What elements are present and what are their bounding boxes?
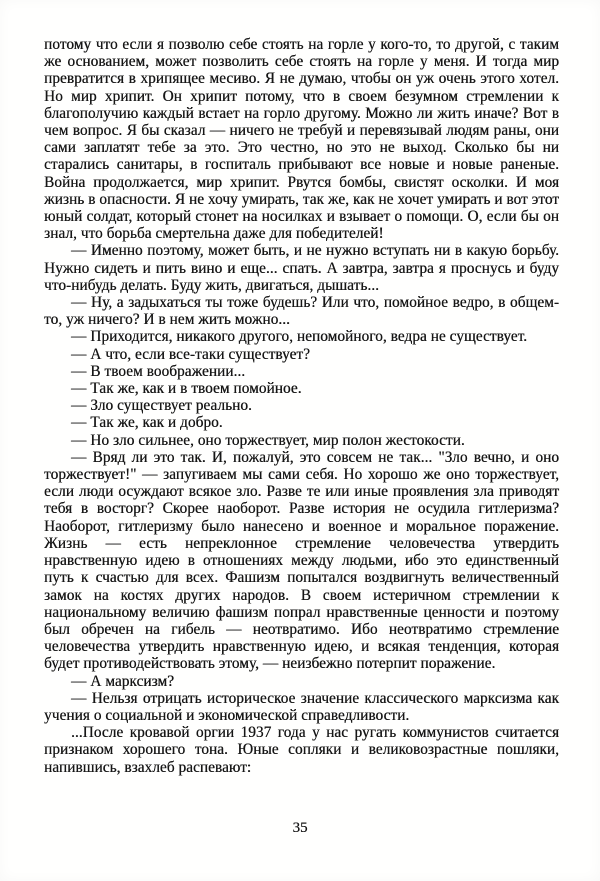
- paragraph: — А что, если все-таки существует?: [71, 345, 310, 363]
- page-number: 35: [292, 820, 308, 836]
- paragraph: — Так же, как и добро.: [71, 414, 223, 432]
- paragraph: — Нельзя отрицать историческое значение классического марксизма как учения о социальной и экономической справедливости.: [44, 689, 559, 724]
- paragraph: потому что если я позволю себе стоять на горле у кого-то, то другой, с таким же основанием, может позволить себе стоять на горле у меня. И тогда мир превратится в хрипящее месиво. Я не думаю, чтобы он уж очень этого хотел. Но мир хрипит. Он хрипит потому, что в своем безумном стремлении к благополучию каждый встает на горло другому. Можно ли жить иначе? Вот в чем вопрос. Я бы сказал — ничего не требуй и перевязывай людям раны, они сами заплатят тебе за это. Это честно, но это не выход. Сколько бы ни старались санитары, в госпиталь прибывают все новые и новые раненые. Война продолжается, мир хрипит. Рвутся бомбы, свистят осколки. И моя жизнь в опасности. Я не хочу умирать, так же, как не хочет умирать и вот этот юный солдат, который стонет на носилках и взывает о помощи. О, если бы он знал, что борьба смертельна даже для победителей!: [44, 36, 559, 243]
- paragraph: ...После кровавой оргии 1937 года у нас ругать коммунистов считается признаком хорошего тона. Юные сопляки и великовозрастные пошляки, напившись, взахлеб распевают:: [44, 724, 559, 776]
- paragraph: — Вряд ли это так. И, пожалуй, это совсем не так... "Зло вечно, и оно торжествует!" — запугиваем мы сами себя. Но хорошо же оно торжествует, если люди осуждают всякое зло. Разве те или иные проявления зла приводят тебя в восторг? Скорее наоборот. Разве история не осудила гитлеризма? Наоборот, гитлеризму было нанесено и военное и моральное поражение. Жизнь — есть непреклонное стремление человечества утвердить нравственную идею в отношениях между людьми, ибо это единственный путь к счастью для всех. Фашизм попытался воздвигнуть величественный замок на костях других народов. В своем истеричном стремлении к национальному величию фашизм попрал нравственные ценности и поэтому был обречен на гибель — неотвратимо. Ибо неотвратимо стремление человечества утвердить нравственную идею, и всякая тенденция, которая будет противодействовать этому, — неизбежно потерпит поражение.: [44, 448, 559, 673]
- page-text-block: [44, 36, 559, 776]
- paragraph: — Приходится, никакого другого, непомойного, ведра не существует.: [71, 328, 528, 346]
- paragraph: — А марксизм?: [71, 672, 174, 690]
- paragraph: — Зло существует реально.: [71, 397, 252, 415]
- paragraph: — Ну, а задыхаться ты тоже будешь? Или что, помойное ведро, в общем-то, уж ничего? И в нем жить можно...: [44, 294, 559, 329]
- paragraph: — В твоем воображении...: [71, 362, 246, 380]
- paragraph: — Именно поэтому, может быть, и не нужно вступать ни в какую борьбу. Нужно сидеть и пить вино и еще... спать. А завтра, завтра я проснусь и буду что-нибудь делать. Буду жить, двигаться, дышать...: [44, 242, 559, 294]
- paragraph: — Но зло сильнее, оно торжествует, мир полон жестокости.: [71, 431, 465, 449]
- paragraph: — Так же, как и в твоем помойное.: [71, 380, 302, 398]
